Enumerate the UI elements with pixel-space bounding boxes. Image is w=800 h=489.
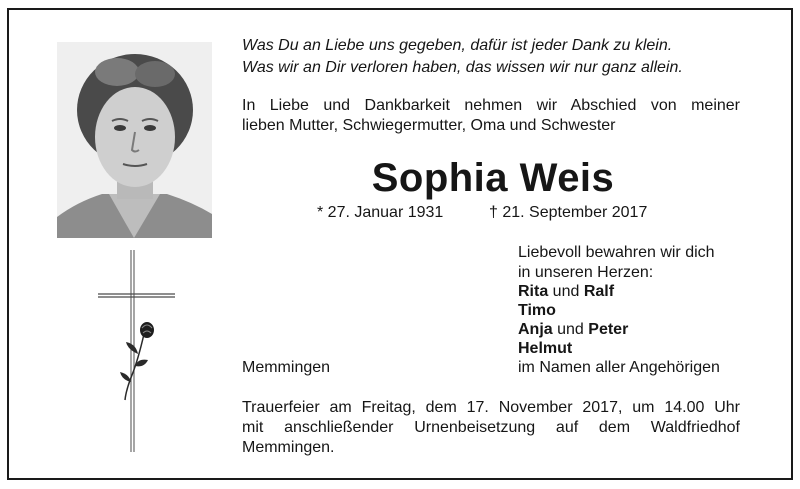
mourner-ralf: Ralf [583,283,615,300]
mourner-helmut-name: Helmut [518,340,573,357]
mourners-intro-line-2: in unseren Herzen: [518,264,654,281]
intro-line-1: In Liebe und Dankbarkeit nehmen wir Abschied von meiner [242,97,740,114]
poem-line-2: Was wir an Dir verloren haben, das wissen wir nur ganz allein. [242,59,683,76]
mourner-rita: Rita [518,283,549,300]
mourner-peter: Peter [588,321,629,338]
poem-line-1: Was Du an Liebe uns gegeben, dafür ist jeder Dank zu klein. [242,37,673,54]
deceased-name: Sophia Weis [371,156,615,200]
intro-line-2: lieben Mutter, Schwiegermutter, Oma und Schwester [242,117,616,134]
funeral-line-1: Trauerfeier am Freitag, dem 17. November 2017, um 14.00 Uhr [242,399,740,416]
portrait-photo [57,42,212,238]
funeral-line-3: Memmingen. [242,439,335,456]
birth-date: * 27. Januar 1931 [317,204,444,221]
mourner-timo [518,301,556,321]
mourners-intro-line-1: Liebevoll bewahren wir dich [518,244,715,261]
funeral-line-2: mit anschließender Urnenbeisetzung auf dem Waldfriedhof [242,419,740,436]
mourner-rita-ralf [518,282,614,302]
death-date: † 21. September 2017 [489,204,648,221]
mourner-helmut [518,339,572,359]
mourner-anja-peter [518,320,628,340]
cross-with-rose-icon [98,250,176,455]
and-word: und [552,321,589,338]
mourners-closing: im Namen aller Angehörigen [518,359,720,376]
place: Memmingen [242,359,331,376]
portrait-image [57,42,212,238]
mourner-anja: Anja [518,321,553,338]
and-word: und [548,283,584,300]
mourner-timo-name: Timo [518,302,556,319]
